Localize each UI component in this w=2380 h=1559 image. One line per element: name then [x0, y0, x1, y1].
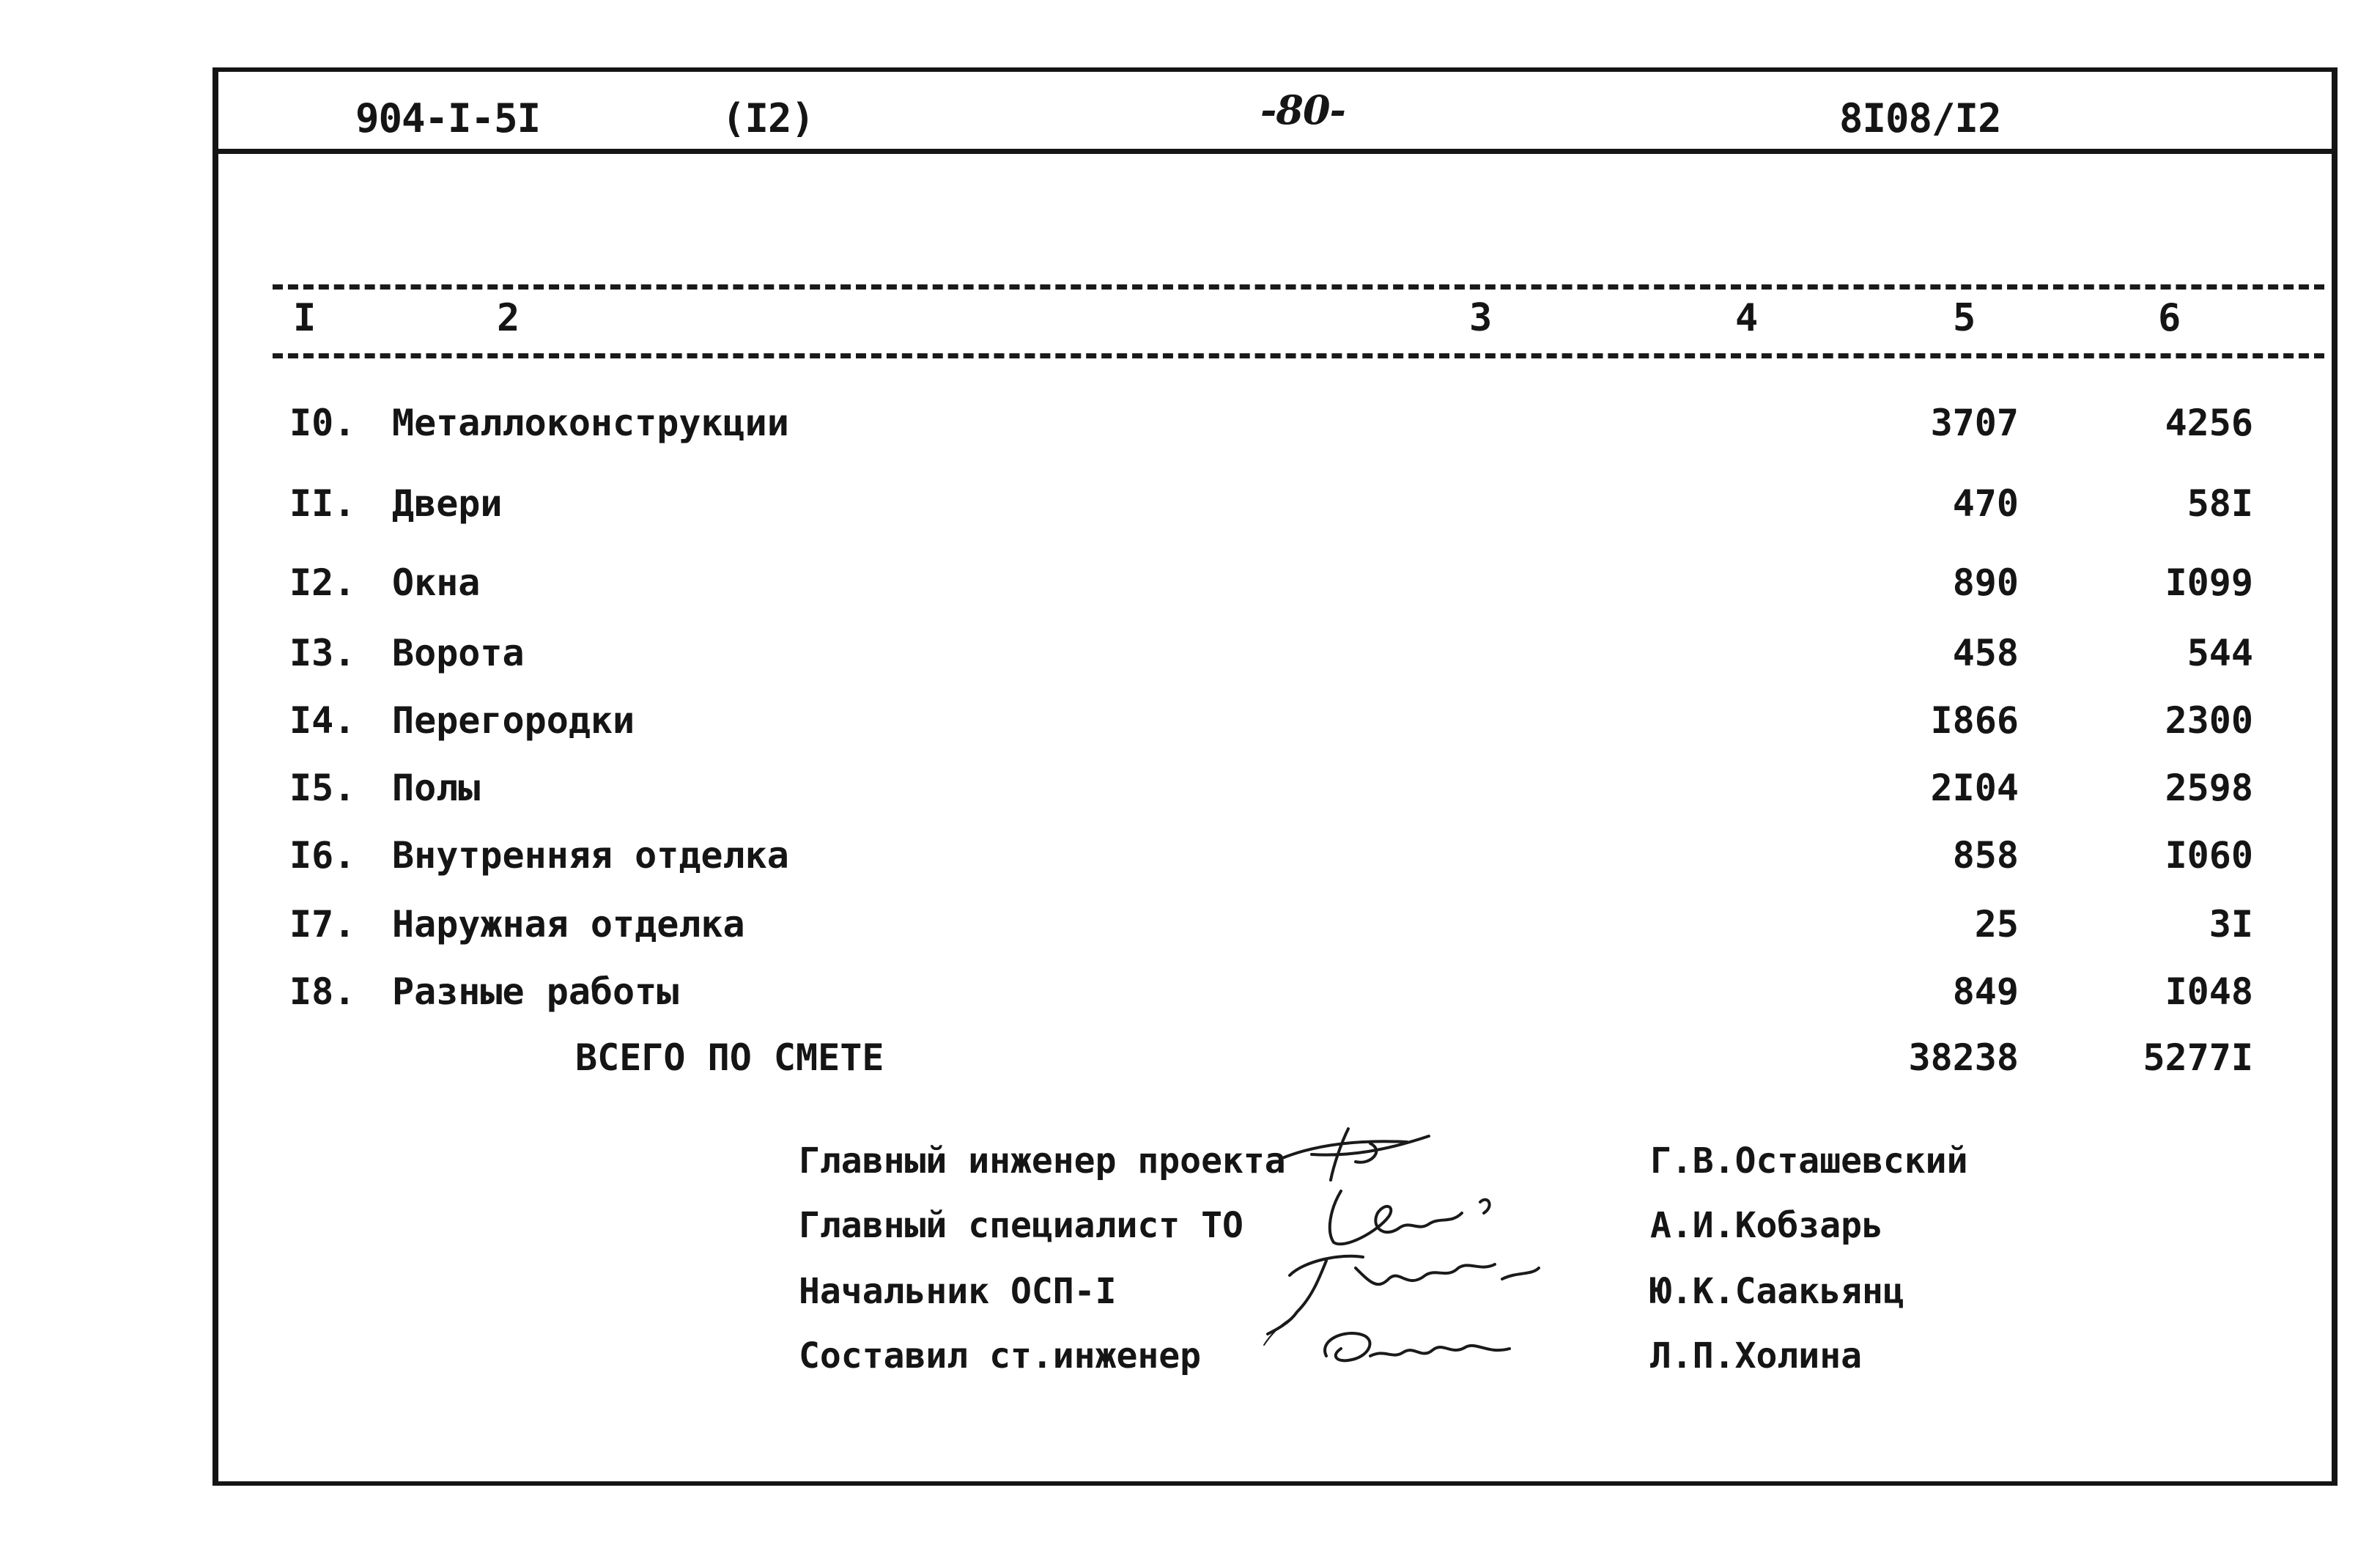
row-value-col6: I048 [2165, 970, 2253, 1013]
row-value-col6: I099 [2165, 561, 2253, 604]
row-value-col5: 890 [1952, 561, 2019, 604]
signatory-name: Л.П.Холина [1650, 1335, 1862, 1376]
column-header-4: 4 [1735, 296, 1759, 340]
row-value-col6: 2300 [2165, 699, 2253, 742]
header-divider [212, 149, 2338, 154]
row-value-col5: 3707 [1930, 402, 2019, 444]
row-value-col5: 849 [1952, 970, 2019, 1013]
row-value-col6: 3I [2209, 903, 2253, 946]
table-top-dashed-rule [273, 284, 2324, 290]
signatory-role: Главный инженер проекта [799, 1140, 1286, 1182]
row-number: I8. [289, 970, 356, 1013]
row-value-col6: 544 [2187, 632, 2253, 674]
row-number: I3. [289, 632, 356, 674]
signatory-name: Г.В.Осташевский [1650, 1140, 1968, 1182]
page-number: -80- [1260, 86, 1345, 133]
section-number: (I2) [722, 95, 815, 141]
row-number: I4. [289, 699, 356, 742]
row-name: Двери [392, 482, 503, 525]
row-name: Перегородки [392, 699, 635, 742]
row-value-col5: 458 [1952, 632, 2019, 674]
signature-3 [1268, 1256, 1539, 1334]
signatory-name: А.И.Кобзарь [1650, 1205, 1883, 1246]
row-number: I5. [289, 767, 356, 809]
row-number: I6. [289, 834, 356, 877]
row-number: II. [289, 482, 356, 525]
row-name: Полы [392, 767, 481, 809]
row-number: I7. [289, 903, 356, 946]
row-value-col6: 58I [2187, 482, 2253, 525]
signature-4 [1325, 1333, 1509, 1360]
row-name: Окна [392, 561, 481, 604]
row-value-col5: 858 [1952, 834, 2019, 877]
total-label: ВСЕГО ПО СМЕТЕ [575, 1036, 884, 1079]
column-header-5: 5 [1953, 296, 1976, 340]
row-name: Внутренняя отделка [392, 834, 789, 877]
column-header-1: I [293, 296, 317, 340]
row-name: Разные работы [392, 970, 679, 1013]
total-value-col6: 5277I [2143, 1036, 2253, 1079]
row-name: Металлоконструкции [392, 402, 789, 444]
row-value-col5: 2I04 [1930, 767, 2019, 809]
row-value-col5: 25 [1974, 903, 2019, 946]
signatory-name: Ю.К.Саакьянц [1650, 1271, 1904, 1312]
row-value-col6: 2598 [2165, 767, 2253, 809]
document-code: 8I08/I2 [1839, 95, 2001, 141]
row-value-col6: I060 [2165, 834, 2253, 877]
column-header-3: 3 [1469, 296, 1493, 340]
signatory-role: Составил ст.инженер [799, 1335, 1202, 1376]
signature-1 [1282, 1129, 1429, 1180]
column-header-6: 6 [2158, 296, 2181, 340]
total-value-col5: 38238 [1908, 1036, 2019, 1079]
column-header-2: 2 [497, 296, 520, 340]
signatory-role: Начальник ОСП-I [799, 1271, 1117, 1312]
row-value-col5: 470 [1952, 482, 2019, 525]
signatory-role: Главный специалист ТО [799, 1205, 1243, 1246]
row-name: Наружная отделка [392, 903, 745, 946]
project-code: 904-I-5I [355, 95, 541, 141]
handwritten-signatures [1260, 1121, 1641, 1385]
table-header-dashed-rule [273, 353, 2324, 358]
row-name: Ворота [392, 632, 525, 674]
row-value-col5: I866 [1930, 699, 2019, 742]
signature-2 [1330, 1191, 1490, 1244]
row-value-col6: 4256 [2165, 402, 2253, 444]
row-number: I2. [289, 561, 356, 604]
row-number: I0. [289, 402, 356, 444]
